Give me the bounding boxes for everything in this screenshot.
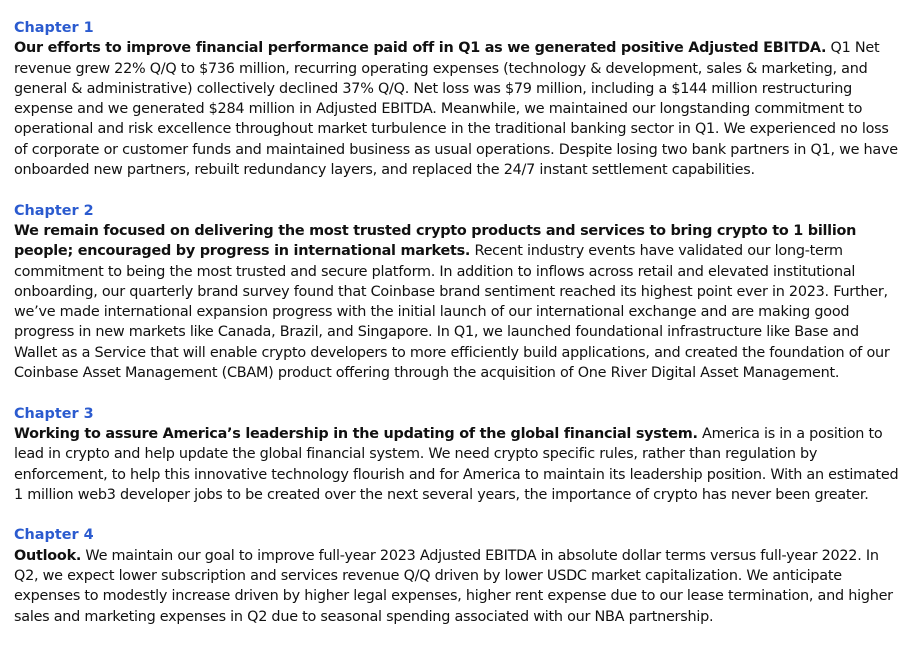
chapter-4-title: Chapter 4 [14,527,94,544]
chapter-4-lead: Outlook. [14,547,82,564]
chapter-2-section [14,201,906,384]
chapter-3-paragraph [14,424,906,505]
chapter-2-title: Chapter 2 [14,202,94,219]
chapter-4-section [14,525,906,626]
chapter-1-body: Q1 Net revenue grew 22% Q/Q to $736 million, recurring operating expenses (technology & development, sales & marketing, and general & administrative) collectively declined 37% Q/Q. Net loss was $79 million, including a $144 million restructuring expense and we generated $284 million in Adjusted EBITDA. Meanwhile, we maintained our longstanding commitment to operational and risk excellence throughout market turbulence in the traditional banking sector in Q1. We experienced no loss of corporate or customer funds and maintained business as usual operations. Despite losing two bank partners in Q1, we have onboarded new partners, rebuilt redundancy layers, and replaced the 24/7 instant settlement capabilities. [14,40,898,179]
chapter-1-section [14,18,906,180]
document-page [14,18,906,647]
chapter-2-lead: We remain focused on delivering the most trusted crypto products and services to bring crypto to 1 billion people; encouraged by progress in international markets. [14,222,857,260]
chapter-4-body: We maintain our goal to improve full-year 2023 Adjusted EBITDA in absolute dollar terms versus full-year 2022. In Q2, we expect lower subscription and services revenue Q/Q driven by lower USDC market capitalization. We anticipate expenses to modestly increase driven by higher legal expenses, higher rent expense due to our lease termination, and higher sales and marketing expenses in Q2 due to seasonal spending associated with our NBA partnership. [14,547,893,625]
chapter-4-paragraph [14,546,906,627]
chapter-3-body: America is in a position to lead in crypto and help update the global financial system. We need crypto specific rules, rather than regulation by enforcement, to help this innovative technology flourish and for America to maintain its leadership position. With an estimated 1 million web3 developer jobs to be created over the next several years, the importance of crypto has never been greater. [14,425,899,503]
chapter-1-title: Chapter 1 [14,20,94,36]
chapter-3-section [14,404,906,505]
chapter-2-body: Recent industry events have validated our long-term commitment to being the most trusted and secure platform. In addition to inflows across retail and elevated institutional onboarding, our quarterly brand survey found that Coinbase brand sentiment reached its highest point ever in 2023. Further, we’ve made international expansion progress with the initial launch of our international exchange and are making good progress in new markets like Canada, Brazil, and Singapore. In Q1, we launched foundational infrastructure like Base and Wallet as a Service that will enable crypto developers to more efficiently build applications, and created the foundation of our Coinbase Asset Management (CBAM) product offering through the acquisition of One River Digital Asset Management. [14,243,890,382]
chapter-2-paragraph [14,221,906,383]
chapter-1-lead: Our efforts to improve financial performance paid off in Q1 as we generated positive Adjusted EBITDA. [14,40,827,57]
chapter-1-paragraph [14,38,906,180]
chapter-3-lead: Working to assure America’s leadership in the updating of the global financial system. [14,425,698,442]
chapter-3-title: Chapter 3 [14,405,94,422]
